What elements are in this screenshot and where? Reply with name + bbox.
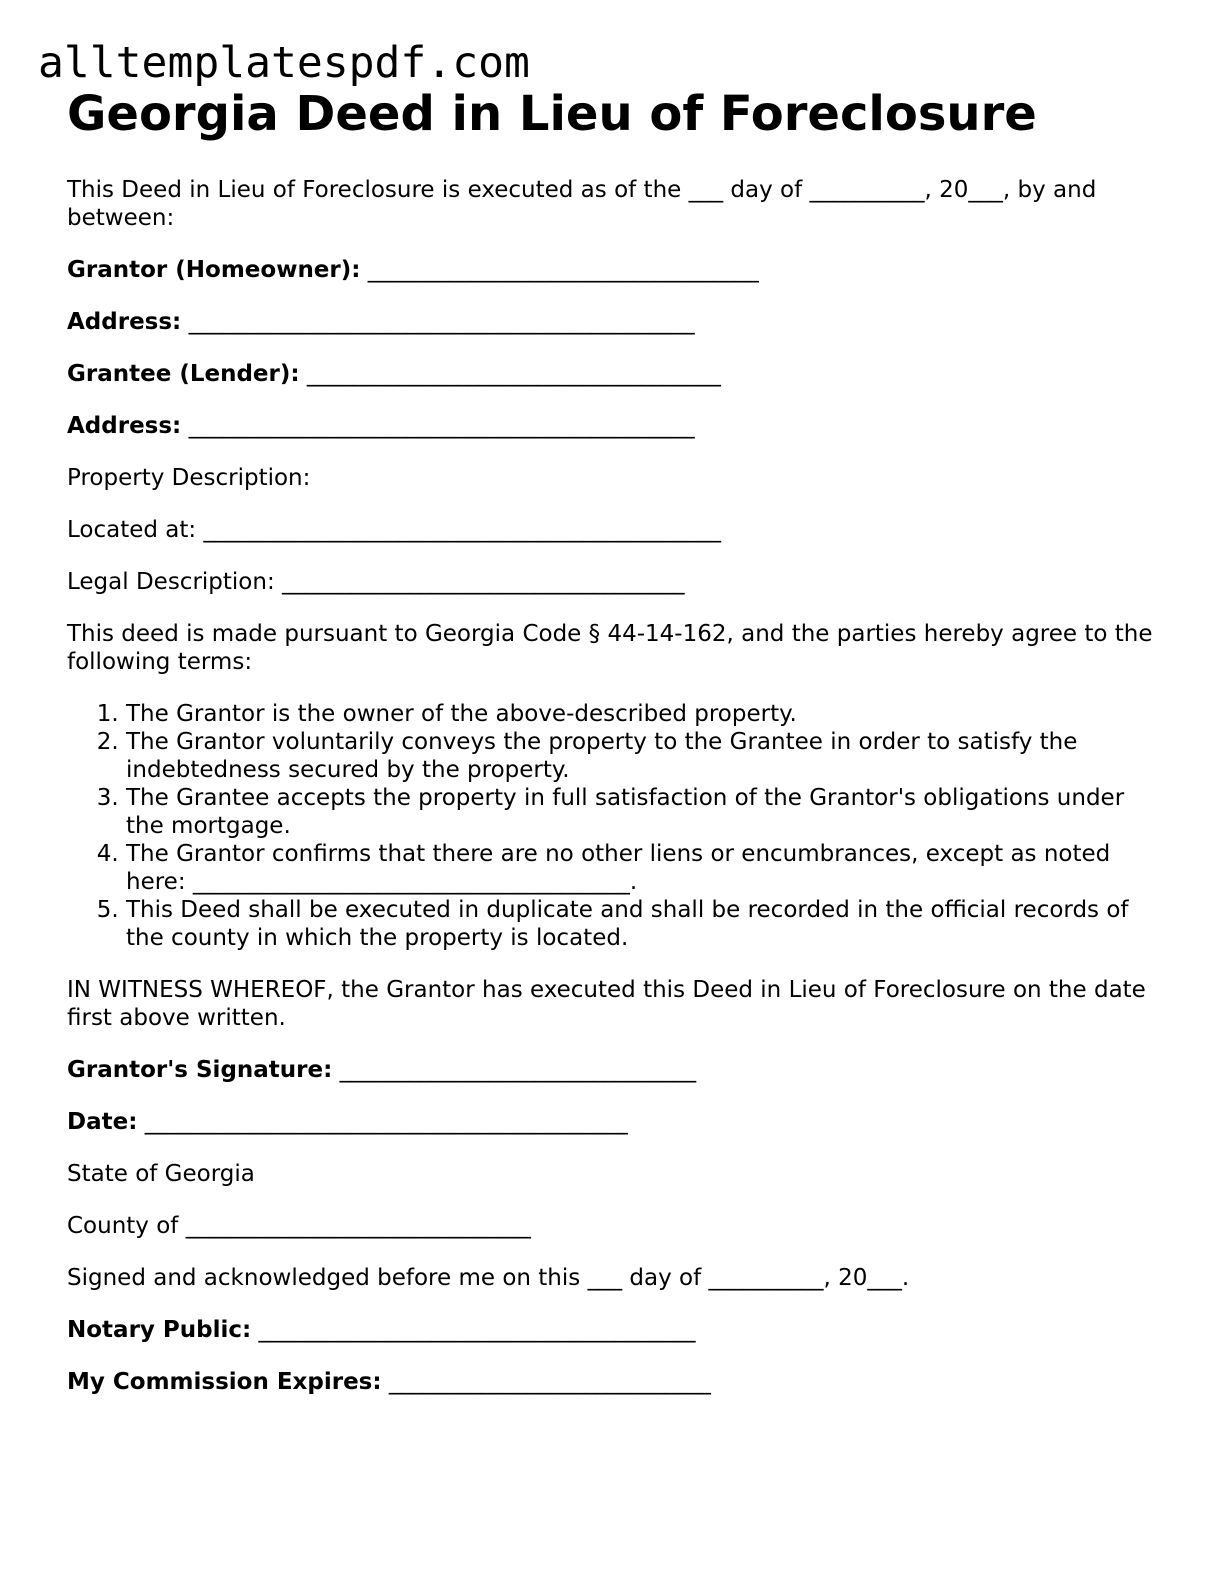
grantor-address-label: Address: — [67, 309, 182, 335]
grantee-label: Grantee (Lender): — [67, 361, 300, 387]
terms-list — [67, 700, 1157, 952]
document-title: Georgia Deed in Lieu of Foreclosure — [67, 86, 1037, 142]
notary-label: Notary Public: — [67, 1317, 252, 1343]
grantor-signature-field — [67, 1056, 1157, 1084]
commission-label: My Commission Expires: — [67, 1369, 382, 1395]
grantor-address-blank[interactable]: ____________________________________________ — [188, 309, 695, 335]
grantor-blank[interactable]: __________________________________ — [367, 257, 759, 283]
witness-paragraph: IN WITNESS WHEREOF, the Grantor has executed this Deed in Lieu of Foreclosure on the date first above written. — [67, 977, 1146, 1031]
site-watermark: alltemplatespdf.com — [38, 38, 530, 88]
deed-document — [67, 86, 1157, 1396]
list-item: 2. The Grantor voluntarily conveys the property to the Grantee in order to satisfy the indebtedness secured by the property. — [126, 728, 1157, 784]
date-blank[interactable]: __________________________________________ — [144, 1109, 628, 1135]
county-field[interactable]: County of ______________________________ — [67, 1213, 531, 1239]
acknowledged-line: Signed and acknowledged before me on this ___ day of __________, 20___. — [67, 1265, 910, 1291]
grantee-address-field — [67, 412, 1157, 440]
date-field — [67, 1108, 1157, 1136]
grantee-field — [67, 360, 1157, 388]
list-item: 1. The Grantor is the owner of the above-described property. — [126, 700, 1157, 728]
located-at-field[interactable]: Located at: _____________________________________________ — [67, 517, 721, 543]
grantor-signature-blank[interactable]: _______________________________ — [339, 1057, 697, 1083]
grantee-address-blank[interactable]: ____________________________________________ — [188, 413, 695, 439]
grantor-field — [67, 256, 1157, 284]
list-item: 3. The Grantee accepts the property in full satisfaction of the Grantor's obligations under the mortgage. — [126, 784, 1157, 840]
pursuant-paragraph: This deed is made pursuant to Georgia Code § 44-14-162, and the parties hereby agree to the following terms: — [67, 621, 1153, 675]
date-label: Date: — [67, 1109, 138, 1135]
intro-paragraph: This Deed in Lieu of Foreclosure is executed as of the ___ day of __________, 20___, by and between: — [67, 177, 1097, 231]
property-description-heading: Property Description: — [67, 465, 311, 491]
grantee-blank[interactable]: ____________________________________ — [306, 361, 721, 387]
legal-description-field[interactable]: Legal Description: ___________________________________ — [67, 569, 685, 595]
list-item: 5. This Deed shall be executed in duplicate and shall be recorded in the official records of the county in which the property is located. — [126, 896, 1157, 952]
grantee-address-label: Address: — [67, 413, 182, 439]
list-item: 4. The Grantor confirms that there are no other liens or encumbrances, except as noted here: ______________________________________. — [126, 840, 1157, 896]
grantor-signature-label: Grantor's Signature: — [67, 1057, 333, 1083]
grantor-address-field — [67, 308, 1157, 336]
state-line: State of Georgia — [67, 1161, 255, 1187]
grantor-label: Grantor (Homeowner): — [67, 257, 361, 283]
notary-field — [67, 1316, 1157, 1344]
notary-blank[interactable]: ______________________________________ — [258, 1317, 696, 1343]
commission-field — [67, 1368, 1157, 1396]
commission-blank[interactable]: ____________________________ — [388, 1369, 711, 1395]
